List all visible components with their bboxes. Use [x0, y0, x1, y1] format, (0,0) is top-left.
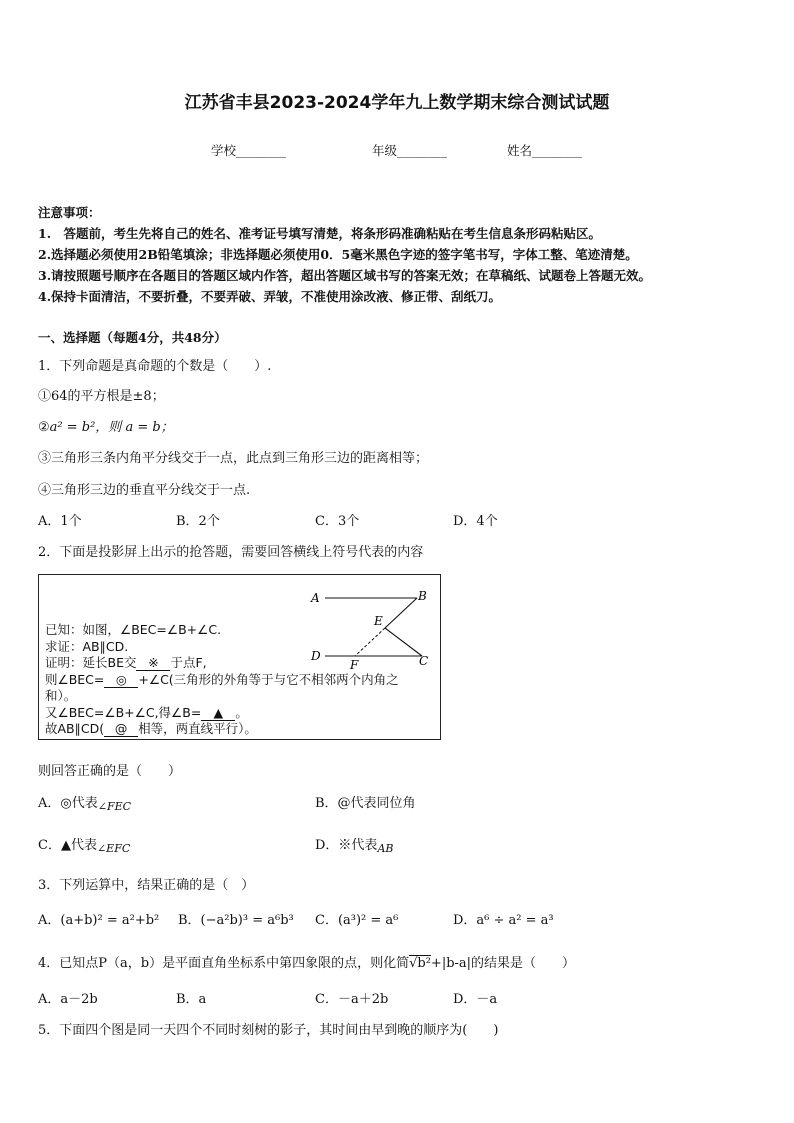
option-math: ∠EFC: [96, 842, 131, 855]
option-a[interactable]: A．1个: [38, 514, 82, 529]
page-title: 江苏省丰县2023-2024学年九上数学期末综合测试试题: [184, 93, 610, 113]
proof-text: 于点F,: [170, 655, 207, 670]
notes-heading: 注意事项：: [38, 205, 101, 220]
label-f: F: [350, 658, 359, 672]
grade-field[interactable]: 年级________: [372, 143, 448, 158]
proof-line-5: 和）。: [45, 688, 77, 703]
proof-text: 故AB∥CD(: [45, 721, 105, 736]
question-3-stem: 3．下列运算中，结果正确的是（ ）: [38, 878, 255, 893]
option-c[interactable]: C．(a³)² = a⁶: [315, 913, 399, 928]
question-2-prompt: 则回答正确的是（ ）: [38, 764, 182, 779]
label-b: B: [418, 589, 427, 603]
blank-symbol-triangle: ▲: [201, 705, 235, 721]
segment-ec: [385, 628, 422, 656]
proof-given: 已知：如图，∠BEC=∠B+∠C.: [45, 622, 222, 637]
proof-line-3: [45, 653, 207, 671]
question-2-stem: 2．下面是投影屏上出示的抢答题，需要回答横线上符号代表的内容: [38, 545, 424, 560]
sqrt-expression: √b²: [409, 956, 431, 971]
question-4-stem: [38, 952, 575, 971]
option-b[interactable]: B．2个: [176, 514, 220, 529]
label-a: A: [311, 591, 320, 605]
option-label: A．◎代表: [38, 796, 98, 811]
option-c[interactable]: [38, 834, 130, 855]
option-math: AB: [377, 842, 394, 855]
name-field[interactable]: 姓名________: [507, 143, 583, 158]
stem-text: +|b-a|的结果是（ ）: [430, 956, 576, 971]
question-1-statement-2: [38, 416, 174, 435]
section-heading: 一、选择题（每题4分，共48分）: [38, 330, 227, 345]
note-item: 3.请按照题号顺序在各题目的答题区域内作答，超出答题区域书写的答案无效；在草稿纸、试题卷上答题无效。: [38, 268, 652, 283]
question-1-statement-4: ④三角形三边的垂直平分线交于一点.: [38, 483, 251, 498]
option-b[interactable]: B．a: [176, 992, 207, 1007]
label-c: C: [419, 654, 429, 668]
segment-ef-dashed: [355, 628, 385, 656]
blank-symbol-circle: ◎: [104, 672, 138, 688]
option-label: D．※代表: [315, 838, 378, 853]
option-d[interactable]: D．4个: [453, 514, 498, 529]
proof-text: 。: [235, 705, 248, 720]
option-d[interactable]: D．a⁶ ÷ a² = a³: [453, 913, 554, 928]
option-c[interactable]: C．－a＋2b: [315, 992, 389, 1007]
option-b[interactable]: B．@代表同位角: [315, 796, 416, 811]
option-a[interactable]: A．a－2b: [38, 992, 98, 1007]
question-5-stem: 5．下面四个图是同一天四个不同时刻树的影子，其时间由早到晚的顺序为( ): [38, 1023, 499, 1038]
question-1-stem: 1．下列命题是真命题的个数是（ ）.: [38, 359, 272, 374]
proof-text: 又∠BEC=∠B+∠C,得∠B=: [45, 705, 202, 720]
geometry-figure: [307, 585, 437, 675]
option-c[interactable]: C．3个: [315, 514, 360, 529]
statement-math: a² = b²，则 a = b；: [49, 420, 174, 435]
label-e: E: [374, 614, 383, 628]
question-1-statement-3: ③三角形三条内角平分线交于一点，此点到三角形三边的距离相等；: [38, 451, 429, 466]
option-a[interactable]: [38, 792, 131, 813]
note-item: 2.选择题必须使用2B铅笔填涂；非选择题必须使用0．5毫米黑色字迹的签字笔书写，字体工整、笔迹清楚。: [38, 247, 638, 262]
option-d[interactable]: D．－a: [453, 992, 498, 1007]
school-field[interactable]: 学校________: [211, 143, 287, 158]
proof-text: 则∠BEC=: [45, 672, 105, 687]
proof-text: 相等，两直线平行）。: [138, 721, 257, 736]
proof-line-7: [45, 719, 257, 737]
note-item: 4.保持卡面清洁，不要折叠，不要弄破、弄皱，不准使用涂改液、修正带、刮纸刀。: [38, 289, 502, 304]
segment-be: [385, 598, 417, 628]
option-d[interactable]: [315, 834, 393, 855]
proof-text: +∠C(三角形的外角等于与它不相邻两个内角之: [138, 672, 399, 687]
question-1-statement-1: ①64的平方根是±8；: [38, 389, 165, 404]
note-item: 1. 答题前，考生先将自己的姓名、准考证号填写清楚，将条形码准确粘贴在考生信息条形码粘贴区。: [38, 226, 602, 241]
option-b[interactable]: B．(−a²b)³ = a⁶b³: [178, 913, 294, 928]
proof-text: 证明：延长BE交: [45, 655, 137, 670]
stem-text: 4．已知点P（a，b）是平面直角坐标系中第四象限的点，则化简: [38, 956, 410, 971]
option-math: ∠FEC: [97, 800, 132, 813]
option-label: C．▲代表: [38, 838, 97, 853]
statement-marker: ②: [38, 420, 50, 435]
projection-screen-box: [38, 574, 441, 740]
proof-prove: 求证：AB∥CD.: [45, 639, 129, 654]
blank-symbol-asterisk: ※: [136, 655, 170, 671]
label-d: D: [311, 649, 321, 663]
option-a[interactable]: A．(a+b)² = a²+b²: [38, 913, 160, 928]
blank-symbol-at: @: [104, 721, 138, 737]
